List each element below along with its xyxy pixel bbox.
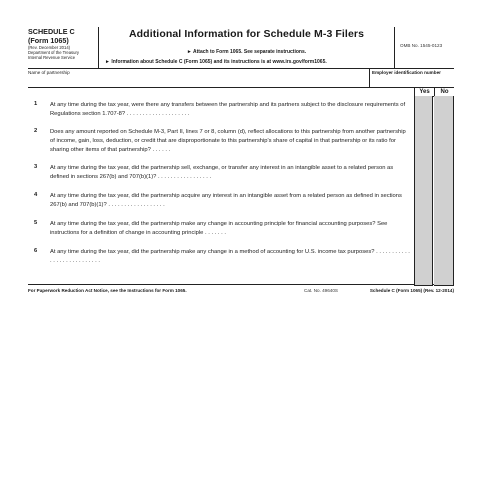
question-text: At any time during the tax year, did the partnership acquire any interest in an intangible asset from a related person as defined in sections 267(b) and 707(b)(1)? . . . . . . . . . . . . . . . . . . [50,193,402,208]
attach-instruction: ► Attach to Form 1065. See separate instructions. [186,49,307,55]
form-title: Additional Information for Schedule M-3 Filers [128,28,365,40]
no-column-header: No [440,89,449,95]
schedule-name: SCHEDULE C [28,27,75,36]
revision-date: (Rev. December 2014) [28,45,71,50]
question-text: At any time during the tax year, did the partnership make any change in a method of accounting for U.S. income tax purposes? . . . . . . . . . . . . . . . . . . . . . . . . . . . [50,249,410,264]
name-row [28,69,454,88]
yes-column-header: Yes [414,88,435,96]
question-number: 4 [34,192,38,198]
question-text: At any time during the tax year, were there any transfers between the partnership and its partners subject to the disclosure requirements of Regulations section 1.707-8? . . . . . . . . . . . . . . . . . . . . [50,102,406,117]
form-header [28,27,454,69]
catalog-number: Cat. No. 49640S [304,288,338,293]
omb-block [394,27,455,68]
no-column-shading [434,96,454,286]
info-instruction: ► Information about Schedule C (Form 1065) and its instructions is at www.irs.gov/form1065. [105,59,327,65]
form-title-block [99,27,394,68]
paperwork-notice: For Paperwork Reduction Act Notice, see the Instructions for Form 1065. [28,288,187,293]
question-text: At any time during the tax year, did the partnership sell, exchange, or transfer any interest in an intangible asset to a related person as defined in sections 267(b) and 707(b)(1)? . . . . . . . . . . . . . . . . . [50,165,394,180]
ein-field[interactable] [369,69,455,87]
irs-name: Internal Revenue Service [28,55,76,60]
omb-number: OMB No. 1545-0123 [400,43,443,48]
schedule-c-form [28,27,454,297]
question-text: Does any amount reported on Schedule M-3, Part II, lines 7 or 8, column (d), reflect allocations to this partnership from another partnership of income, gain, loss, deduction, or credit that are disproportionate to this partnership's share of capital in that partnership or its ratio for sharing other items of that partnership? . . . . . . [50,129,406,153]
yes-column-shading [414,96,433,286]
questions-table [28,88,454,285]
question-number: 5 [34,220,38,226]
partnership-name-label: Name of partnership [28,70,70,75]
department-name: Department of the Treasury [28,50,79,55]
form-identifier: Schedule C (Form 1065) (Rev. 12-2014) [369,288,454,293]
ein-label: Employer identification number [372,70,441,75]
question-number: 2 [34,128,38,134]
question-number: 1 [34,101,38,107]
question-text: At any time during the tax year, did the partnership make any change in accounting principle for financial accounting purposes? See instructions for a definition of change in accounting principle . . . . . . . [50,221,388,236]
form-number: (Form 1065) [28,36,69,45]
question-number: 6 [34,248,38,254]
form-id-block [28,27,99,68]
question-number: 3 [34,164,38,170]
form-footer [28,285,454,297]
